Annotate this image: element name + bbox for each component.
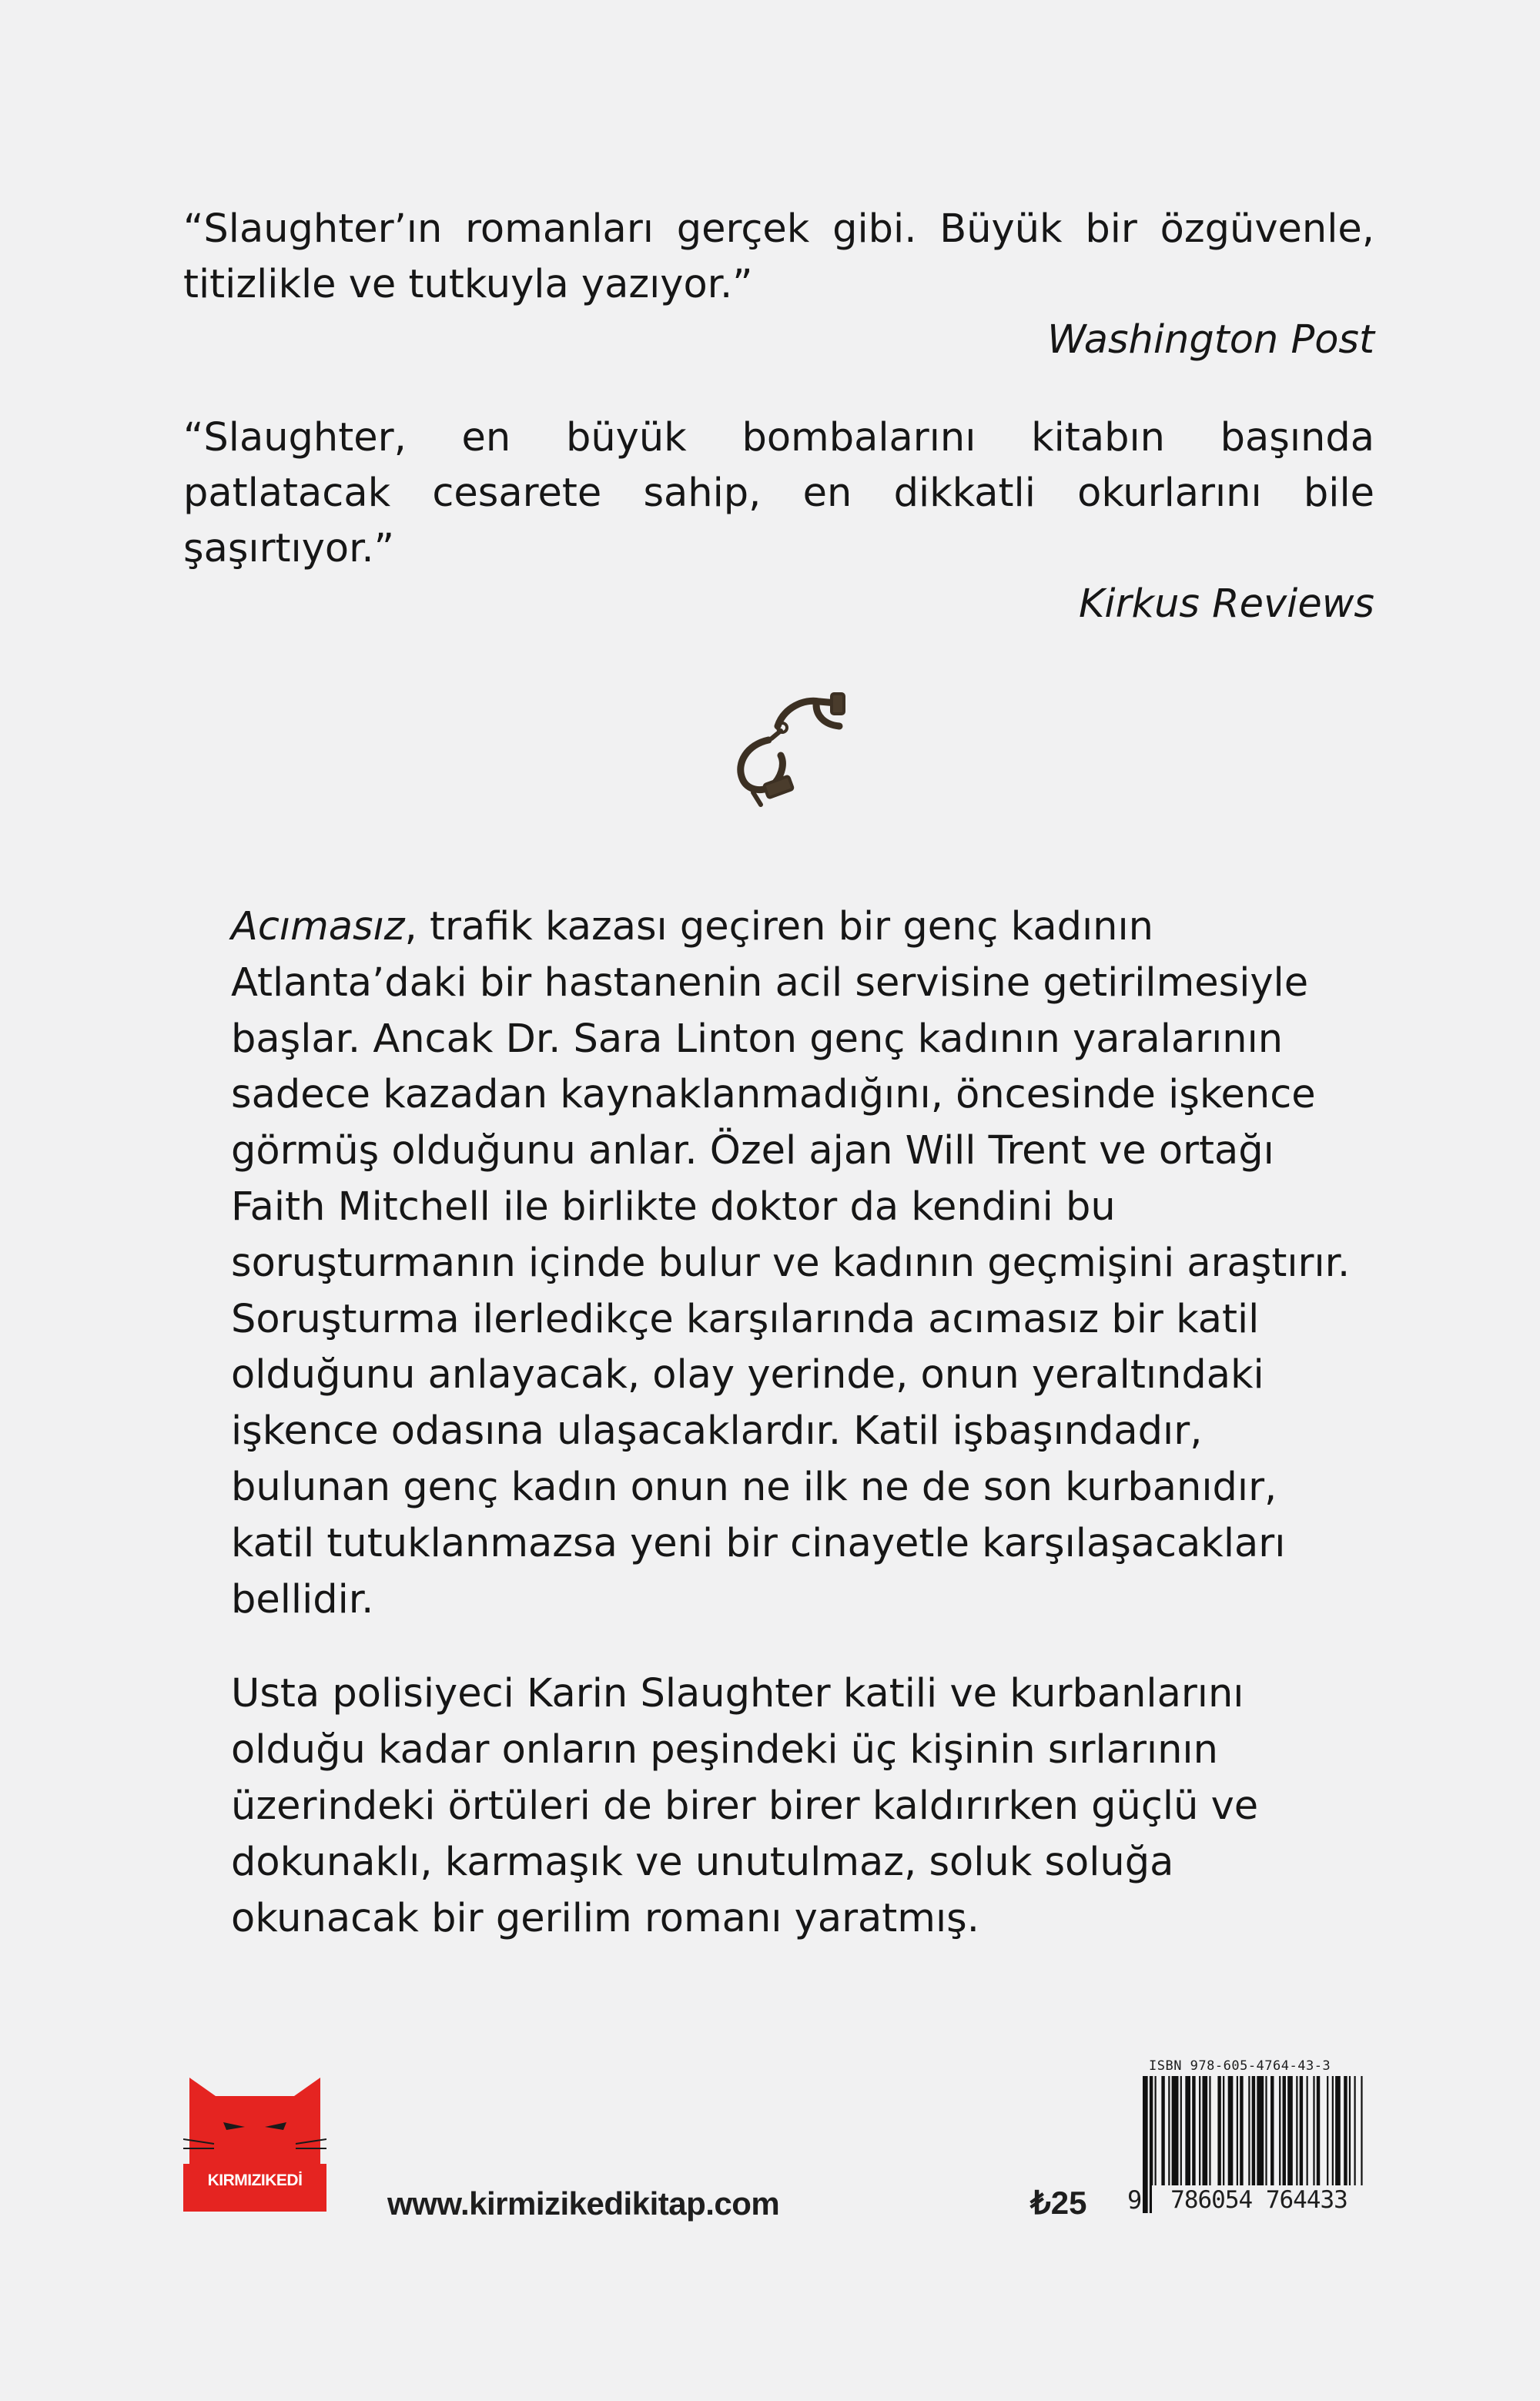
price-label: ₺25 <box>1030 2185 1087 2221</box>
publisher-logo-text: KIRMIZIKEDİ <box>207 2172 303 2189</box>
isbn-label: ISBN 978-605-4764-43-3 <box>1149 2058 1331 2074</box>
description-paragraph-1-text: , trafik kazası geçiren bir genç kadının Atlanta’daki bir hastanenin acil servisine getirilmesiyle başlar. Ancak Dr. Sara Linton genç kadının yaralarının sadece kazadan kaynaklanmadığını, öncesinde işkence görmüş olduğunu anlar. Özel ajan Will Trent ve ortağı Faith Mitchell ile birlikte doktor da kendini bu soruşturmanın içinde bulur ve kadının geçmişini araştırır. Soruşturma ilerledikçe karşılarında acımasız bir katil olduğunu anlayacak, olay yerinde, onun yeraltındaki işkence odasına ulaşacaklardır. Katil işbaşındadır, bulunan genç kadın onun ne ilk ne de son kurbanıdır, katil tutuklanmazsa yeni bir cinayetle karşılaşacakları bellidir. <box>231 904 1351 1622</box>
review-quote-2 <box>183 410 1374 632</box>
book-description <box>231 899 1363 1985</box>
review-quote-1 <box>183 202 1374 368</box>
barcode-first-digit: 9 <box>1127 2185 1143 2215</box>
barcode-bar <box>1143 2076 1148 2213</box>
review-quote-text: “Slaughter’ın romanları gerçek gibi. Büyük bir özgüvenle, titizlikle ve tutkuyla yazıyor.” <box>183 206 1374 307</box>
review-quote-source: Washington Post <box>1047 317 1374 363</box>
review-quote-text: “Slaughter, en büyük bombalarını kitabın başında patlatacak cesarete sahip, en dikkatli okurlarını bile şaşırtıyor.” <box>183 415 1374 571</box>
review-quote-source: Kirkus Reviews <box>1078 581 1374 627</box>
handcuffs-icon <box>724 689 862 812</box>
barcode-digits: 786054 764433 <box>1152 2185 1366 2215</box>
book-title: Acımasız <box>231 904 405 949</box>
publisher-logo-cat-icon <box>183 2073 326 2212</box>
description-paragraph-2: Usta polisiyeci Karin Slaughter katili ve kurbanlarını olduğu kadar onların peşindeki üç kişinin sırlarının üzerindeki örtüleri de birer birer kaldırırken güçlü ve dokunaklı, karmaşık ve unutulmaz, soluk soluğa okunacak bir gerilim romanı yaratmış. <box>231 1671 1259 1941</box>
description-paragraph-1 <box>231 899 1363 1628</box>
publisher-website: www.kirmizikedikitap.com <box>387 2185 780 2222</box>
